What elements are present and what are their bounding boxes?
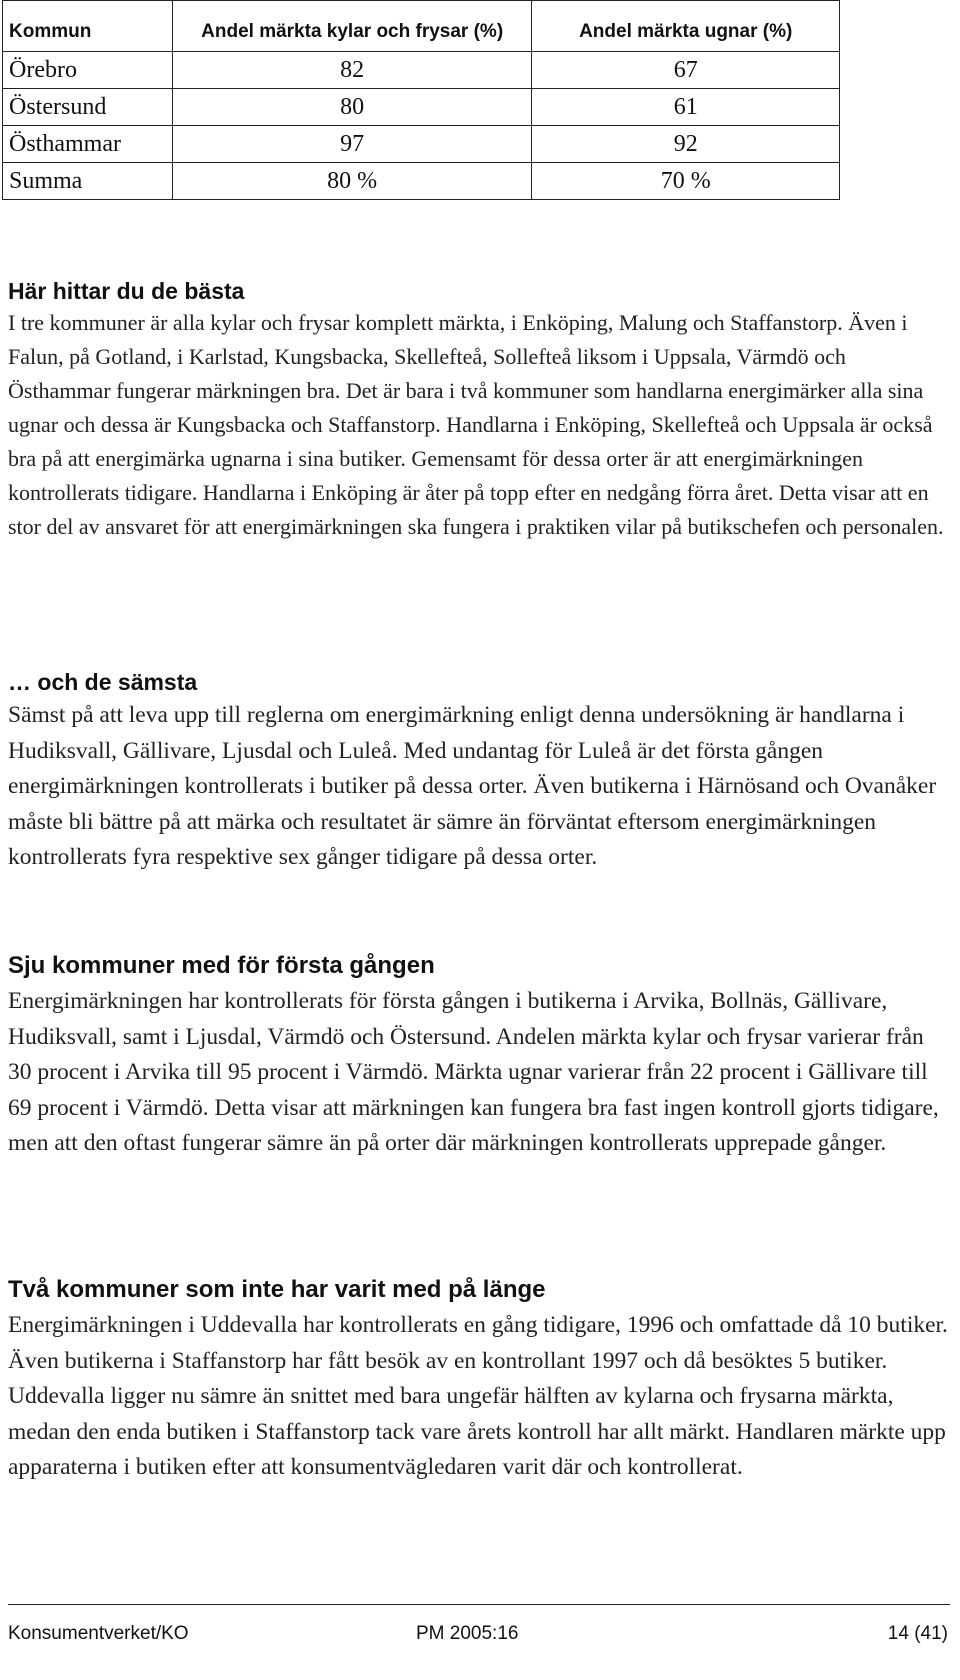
footer-publisher: Konsumentverket/KO: [8, 1623, 189, 1644]
table-cell-value: 97: [172, 126, 531, 163]
table-cell-value: 82: [172, 52, 531, 89]
table-row: [3, 126, 840, 163]
section-worst: [8, 666, 948, 876]
table-header-row: [3, 1, 840, 52]
table-cell-kommun: Örebro: [3, 52, 173, 89]
footer-document-id: PM 2005:16: [416, 1623, 519, 1644]
table-cell-kommun: Östersund: [3, 89, 173, 126]
table-row: [3, 52, 840, 89]
table-cell-kommun: Östhammar: [3, 126, 173, 163]
table-row: [3, 89, 840, 126]
section-best: [8, 276, 948, 544]
footer-page-number: 14 (41): [887, 1623, 948, 1644]
table-cell-value: 61: [532, 89, 840, 126]
table-cell-kommun: Summa: [3, 163, 173, 200]
section-body: Sämst på att leva upp till reglerna om energimärkning enligt denna undersökning är handlarna i Hudiksvall, Gällivare, Ljusdal och Luleå. Med undantag för Luleå är det första gången energimärkningen kontrollerats i butiker på dessa orter. Även butikerna i Härnösand och Ovanåker måste bli bättre på att märka och resultatet är sämre än förväntat eftersom energimärkningen kontrollerats fyra respektive sex gånger tidigare på dessa orter.: [8, 702, 937, 870]
column-header: Kommun: [3, 1, 173, 52]
table-cell-value: 80 %: [172, 163, 531, 200]
section-heading: Här hittar du de bästa: [8, 278, 245, 304]
municipality-table: [2, 0, 840, 200]
section-heading: … och de sämsta: [8, 669, 198, 695]
table-cell-value: 67: [532, 52, 840, 89]
page-footer: [8, 1604, 950, 1645]
section-heading: Sju kommuner med för första gången: [8, 952, 435, 979]
table-cell-value: 80: [172, 89, 531, 126]
column-header: Andel märkta kylar och frysar (%): [172, 1, 531, 52]
table-cell-value: 70 %: [532, 163, 840, 200]
section-body: Energimärkningen har kontrollerats för första gången i butikerna i Arvika, Bollnäs, Gällivare, Hudiksvall, samt i Ljusdal, Värmdö och Östersund. Andelen märkta kylar och frysar varierar från 30 procent i Arvika till 95 procent i Värmdö. Märkta ugnar varierar från 22 procent i Gällivare till 69 procent i Värmdö. Detta visar att märkningen kan fungera bra fast ingen kontroll gjorts tidigare, men att den oftast fungerar sämre än på orter där märkningen kontrollerats upprepade gånger.: [8, 988, 939, 1156]
section-body: Energimärkningen i Uddevalla har kontrollerats en gång tidigare, 1996 och omfattade då 10 butiker. Även butikerna i Staffanstorp har fått besök av en kontrollant 1997 och då besöktes 5 butiker. Uddevalla ligger nu sämre än snittet med bara ungefär hälften av kylarna och frysarna märkta, medan den enda butiken i Staffanstorp tack vare årets kontroll har allt märkt. Handlaren märkte upp apparaterna i butiken efter att konsumentvägledaren varit där och kontrollerat.: [8, 1312, 948, 1480]
section-heading: Två kommuner som inte har varit med på länge: [8, 1276, 546, 1303]
section-body: I tre kommuner är alla kylar och frysar komplett märkta, i Enköping, Malung och Staffanstorp. Även i Falun, på Gotland, i Karlstad, Kungsbacka, Skellefteå, Sollefteå liksom i Uppsala, Värmdö och Östhammar fungerar märkningen bra. Det är bara i två kommuner som handlarna energimärker alla sina ugnar och dessa är Kungsbacka och Staffanstorp. Handlarna i Enköping, Skellefteå och Uppsala är också bra på att energimärka ugnarna i sina butiker. Gemensamt för dessa orter är att energimärkningen kontrollerats tidigare. Handlarna i Enköping är åter på topp efter en nedgång förra året. Detta visar att en stor del av ansvaret för att energimärkningen ska fungera i praktiken vilar på butikschefen och personalen.: [8, 310, 944, 539]
section-long-absent: [8, 1272, 948, 1486]
section-first-time: [8, 948, 948, 1162]
table-cell-value: 92: [532, 126, 840, 163]
table-row-summary: [3, 163, 840, 200]
column-header: Andel märkta ugnar (%): [532, 1, 840, 52]
